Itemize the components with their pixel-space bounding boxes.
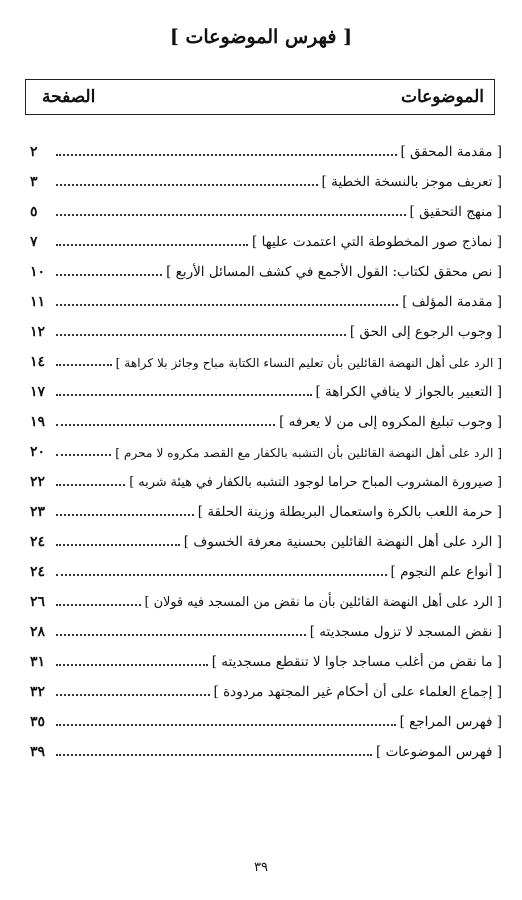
- topics-column-header: الموضوعات: [400, 87, 484, 107]
- leader-dots: [56, 514, 194, 516]
- toc-entry-page: ٣٥: [30, 714, 46, 730]
- toc-entry-title: [ نص محقق لكتاب: القول الأجمع في كشف المسائل الأربع ]: [166, 264, 502, 280]
- leader-dots: [56, 574, 387, 576]
- leader-dots: [56, 364, 112, 366]
- leader-dots: [56, 604, 141, 606]
- toc-entry-page: ١١: [30, 294, 46, 310]
- toc-entry-title: [ منهج التحقيق ]: [409, 204, 502, 220]
- toc-entry-title: [ الرد على أهل النهضة القائلين بحسنية معرفة الخسوف ]: [183, 534, 502, 550]
- leader-dots: [56, 244, 248, 246]
- toc-entry: [30, 284, 502, 310]
- toc-entry-title: [ وجوب الرجوع إلى الحق ]: [349, 324, 502, 340]
- leader-dots: [56, 634, 306, 636]
- leader-dots: [56, 454, 111, 456]
- toc-entry-title: [ نماذج صور المخطوطة التي اعتمدت عليها ]: [252, 234, 502, 250]
- toc-entry: [30, 224, 502, 250]
- toc-entry-title: [ ما نقض من أغلب مساجد جاوا لا تنقطع مسجديته ]: [211, 654, 502, 670]
- toc-entry-page: ٧: [30, 234, 38, 250]
- toc-entry-title: [ نقض المسجد لا تزول مسجديته ]: [309, 624, 502, 640]
- toc-entry-page: ٢٤: [30, 564, 46, 580]
- toc-entry: [30, 614, 502, 640]
- leader-dots: [56, 724, 396, 726]
- toc-entry-title: [ فهرس الموضوعات ]: [376, 744, 502, 760]
- toc-header: [25, 79, 495, 115]
- toc-entry-page: ٢٦: [30, 594, 46, 610]
- leader-dots: [56, 424, 275, 426]
- toc-entry-page: ٢: [30, 144, 38, 160]
- leader-dots: [56, 694, 210, 696]
- leader-dots: [56, 484, 125, 486]
- toc-entry: [30, 584, 502, 610]
- toc-entry: [30, 434, 502, 460]
- toc-entry-page: ٥: [30, 204, 38, 220]
- toc-entry-title: [ تعريف موجز بالنسخة الخطية ]: [321, 174, 502, 190]
- toc-entry-page: ١٤: [30, 354, 46, 370]
- toc-entry: [30, 164, 502, 190]
- toc-entry: [30, 134, 502, 160]
- toc-entry: [30, 404, 502, 430]
- toc-entry-page: ٢٢: [30, 474, 46, 490]
- toc-entry-page: ١٢: [30, 324, 46, 340]
- toc-entry-page: ٣٢: [30, 684, 46, 700]
- toc-entry-page: ١٠: [30, 264, 46, 280]
- toc-entry: [30, 554, 502, 580]
- toc-entry: [30, 344, 502, 370]
- leader-dots: [56, 664, 208, 666]
- toc-entry-page: ٣١: [30, 654, 46, 670]
- leader-dots: [56, 394, 312, 396]
- leader-dots: [56, 754, 372, 756]
- leader-dots: [56, 154, 397, 156]
- toc-entry-page: ٢٣: [30, 504, 46, 520]
- toc-entry: [30, 734, 502, 760]
- toc-entry-title: [ مقدمة المؤلف ]: [402, 294, 502, 310]
- toc-entry-page: ١٩: [30, 414, 46, 430]
- toc-entry: [30, 674, 502, 700]
- toc-entry: [30, 494, 502, 520]
- page-title: [ فهرس الموضوعات ]: [169, 26, 353, 48]
- toc-entry-title: [ الرد على أهل النهضة القائلين بأن تعليم النساء الكتابة مباح وجائز بلا كراهة ]: [115, 356, 502, 370]
- toc-entry-page: ١٧: [30, 384, 46, 400]
- toc-entry-page: ٣: [30, 174, 38, 190]
- page-number: ٣٩: [254, 860, 268, 875]
- toc-entry-title: [ مقدمة المحقق ]: [400, 144, 502, 160]
- toc-entry: [30, 524, 502, 550]
- toc-entry-title: [ إجماع العلماء على أن أحكام غير المجتهد مردودة ]: [213, 684, 502, 700]
- toc-entry: [30, 314, 502, 340]
- toc-entry: [30, 194, 502, 220]
- toc-entry-page: ٣٩: [30, 744, 46, 760]
- toc-entry-page: ٢٤: [30, 534, 46, 550]
- toc-entry-title: [ التعبير بالجواز لا ينافي الكراهة ]: [315, 384, 502, 400]
- toc-entry-title: [ الرد على أهل النهضة القائلين بأن التشبه بالكفار مع القصد مكروه لا محرم ]: [115, 446, 502, 460]
- toc-entry-page: ٢٨: [30, 624, 46, 640]
- toc-entry-title: [ حرمة اللعب بالكرة واستعمال البريطلة وزينة الحلقة ]: [197, 504, 502, 520]
- leader-dots: [56, 304, 398, 306]
- leader-dots: [56, 184, 318, 186]
- toc-entry-title: [ فهرس المراجع ]: [399, 714, 502, 730]
- toc-entry-title: [ صيرورة المشروب المباح حراما لوجود التشبه بالكفار في هيئة شربه ]: [129, 475, 502, 490]
- leader-dots: [56, 334, 346, 336]
- toc-entry: [30, 644, 502, 670]
- toc-entry: [30, 464, 502, 490]
- toc-entry-page: ٢٠: [30, 444, 46, 460]
- toc-entry: [30, 374, 502, 400]
- toc-entry-title: [ وجوب تبليغ المكروه إلى من لا يعرفه ]: [279, 414, 502, 430]
- toc-entry-title: [ الرد على أهل النهضة القائلين بأن ما نقض من المسجد فيه قولان ]: [144, 595, 502, 610]
- toc-entry: [30, 254, 502, 280]
- toc-entry-title: [ أنواع علم النجوم ]: [390, 564, 502, 580]
- leader-dots: [56, 214, 406, 216]
- toc-entry: [30, 704, 502, 730]
- leader-dots: [56, 274, 162, 276]
- page-column-header: الصفحة: [42, 87, 96, 107]
- leader-dots: [56, 544, 180, 546]
